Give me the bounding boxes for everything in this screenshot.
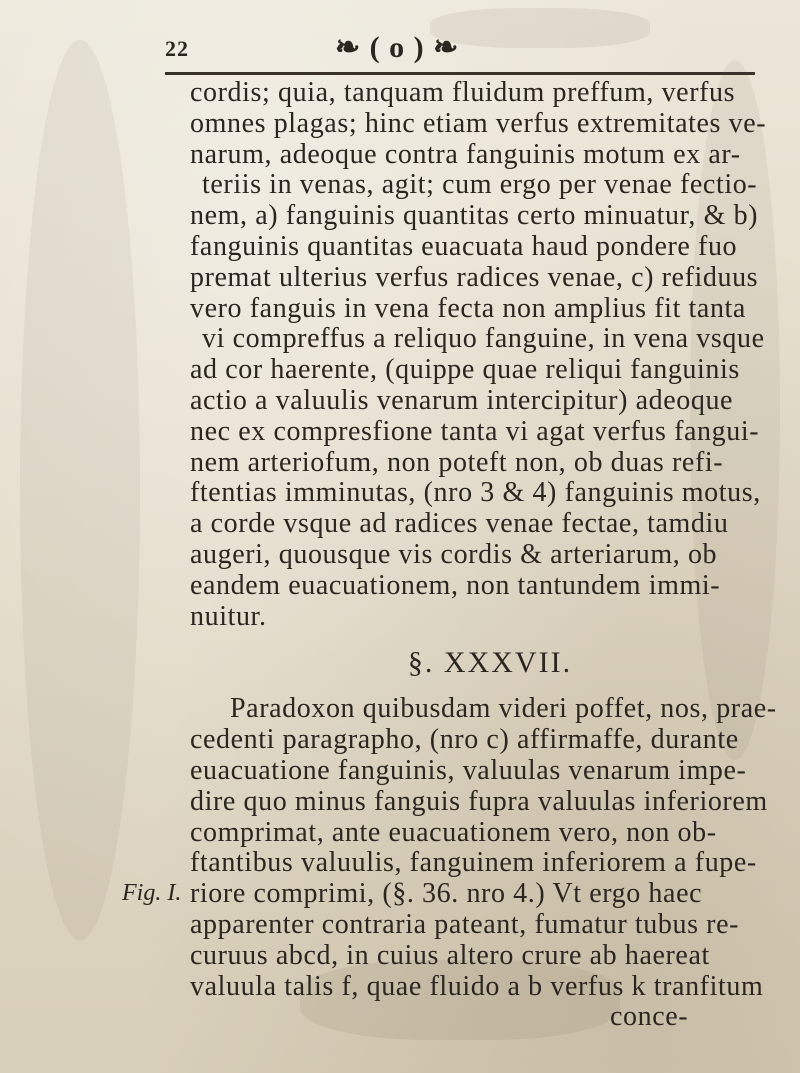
text-line: riore comprimi, (§. 36. nro 4.) Vt ergo haec	[190, 878, 703, 910]
header-ornament: ❧ ( o ) ❧	[335, 31, 460, 64]
text-line: nec ex compresfione tanta vi agat verfus fangui-	[190, 415, 760, 447]
text-line: nuitur.	[190, 600, 267, 632]
text-line: apparenter contraria pateant, fumatur tubus re-	[190, 908, 740, 940]
text-line: cordis; quia, tanquam fluidum preffum, verfus	[190, 77, 736, 108]
header-rule	[165, 72, 755, 75]
text-line: dire quo minus fanguis fupra valuulas inferiorem	[190, 785, 768, 817]
bleed-through-shadow	[20, 40, 140, 940]
section-heading: §. XXXVII.	[407, 646, 573, 680]
text-line: ftantibus valuulis, fanguinem inferiorem a fupe-	[190, 847, 757, 879]
text-line: omnes plagas; hinc etiam verfus extremitates ve-	[190, 107, 767, 139]
text-line: ad cor haerente, (quippe quae reliqui fanguinis	[190, 354, 740, 386]
text-line: vi compreffus a reliquo fanguine, in vena vsque	[202, 323, 765, 355]
running-header	[165, 30, 615, 70]
page-number: 22	[165, 36, 189, 61]
text-line: vero fanguis in vena fecta non amplius fit tanta	[190, 292, 746, 324]
text-line: actio a valuulis venarum intercipitur) adeoque	[190, 384, 734, 416]
text-line: ftentias imminutas, (nro 3 & 4) fanguinis motus,	[190, 477, 761, 509]
text-line: cedenti paragrapho, (nro c) affirmaffe, durante	[190, 724, 739, 756]
text-line: teriis in venas, agit; cum ergo per venae fectio-	[202, 169, 758, 201]
text-line: Paradoxon quibusdam videri poffet, nos, prae-	[230, 693, 777, 725]
margin-figure-reference: Fig. I.	[122, 880, 182, 906]
body-text	[190, 77, 777, 1033]
text-line: narum, adeoque contra fanguinis motum ex ar-	[190, 138, 741, 170]
text-line: a corde vsque ad radices venae fectae, tamdiu	[190, 508, 729, 540]
text-line: euacuatione fanguinis, valuulas venarum impe-	[190, 754, 747, 786]
text-line: premat ulterius verfus radices venae, c) refiduus	[190, 261, 759, 293]
text-line: valuula talis f, quae fluido a b verfus k tranfitum	[190, 970, 764, 1002]
text-line: fanguinis quantitas euacuata haud pondere fuo	[190, 230, 738, 262]
text-line: nem, a) fanguinis quantitas certo minuatur, & b)	[190, 200, 759, 232]
catchword: conce-	[610, 1001, 689, 1033]
text-line: augeri, quousque vis cordis & arteriarum, ob	[190, 538, 718, 570]
text-line: eandem euacuationem, non tantundem immi-	[190, 569, 721, 601]
text-line: curuus abcd, in cuius altero crure ab haereat	[190, 939, 710, 971]
text-line: nem arteriofum, non poteft non, ob duas refi-	[190, 446, 724, 478]
text-line: comprimat, ante euacuationem vero, non ob-	[190, 816, 717, 848]
